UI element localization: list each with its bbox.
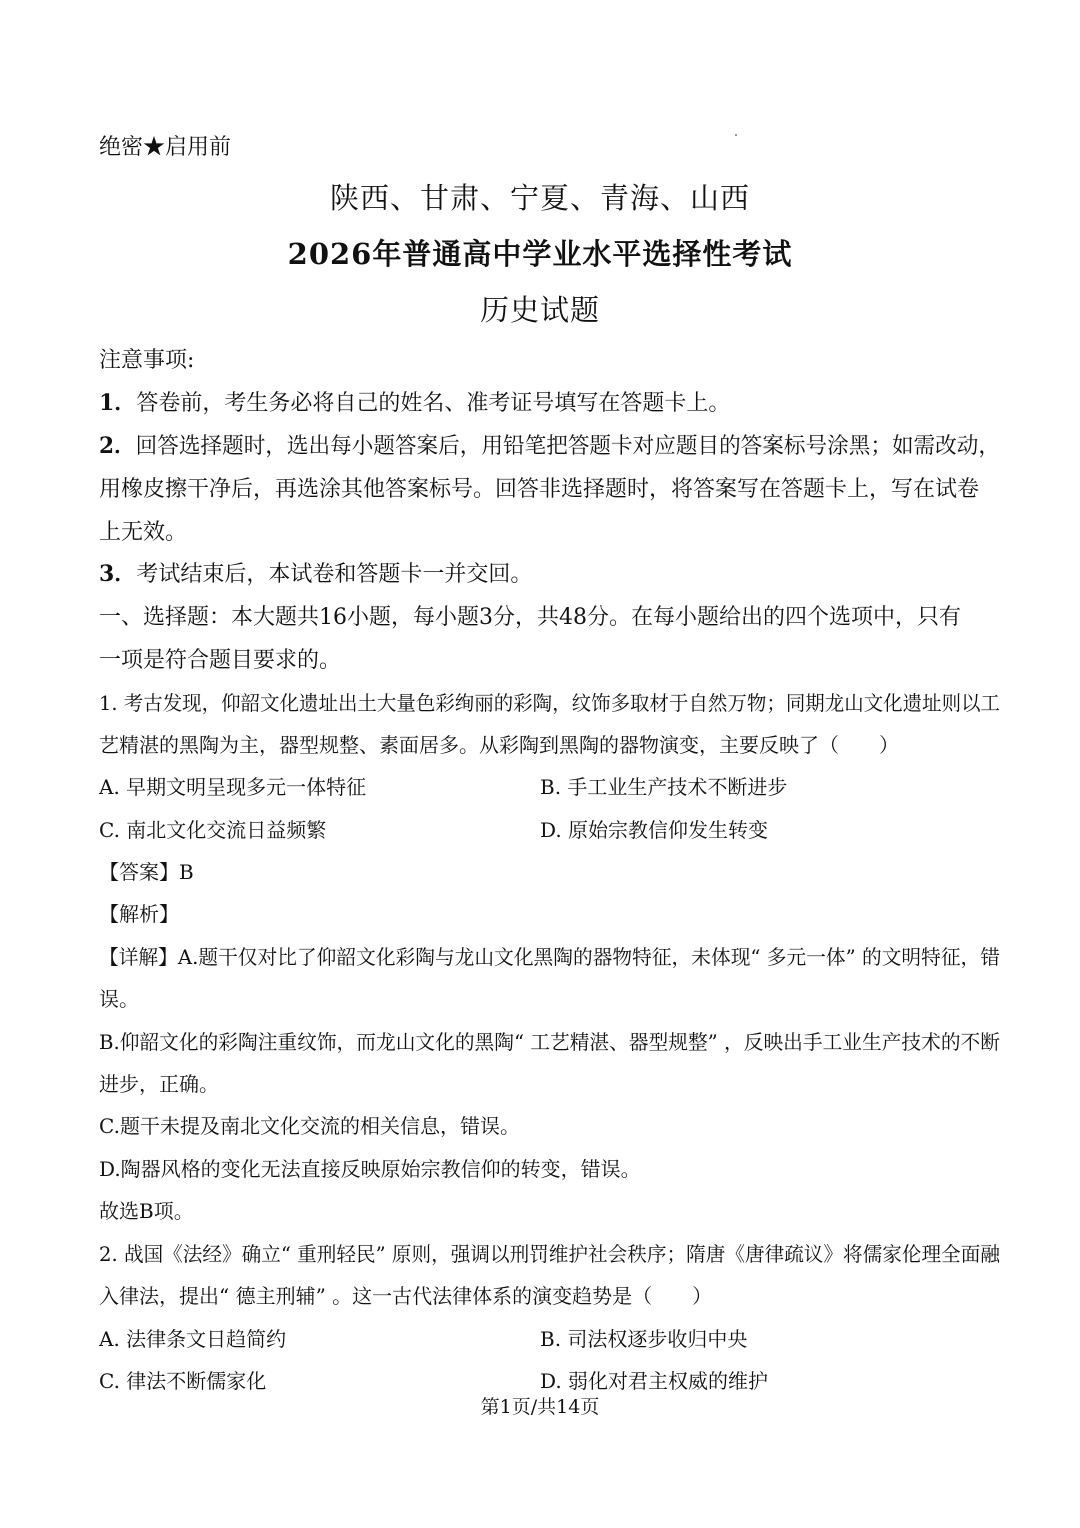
q1-detail-a-line1: 【详解】A.题干仅对比了仰韶文化彩陶与龙山文化黑陶的器物特征，未体现“ 多元一体” 的文明特征，错 [99,945,1000,969]
q1-detail-a-line2: 误。 [99,987,139,1011]
q1-conclusion: 故选B项。 [99,1199,194,1223]
notice-item-2-text-b: 用橡皮擦干净后，再选涂其他答案标号。回答非选择题时，将答案写在答题卡上，写在试卷 [99,477,980,502]
exam-title-name: 2026年普通高中学业水平选择性考试 [287,237,793,271]
notice-heading: 注意事项: [99,348,195,373]
q2-option-a: A. 法律条文日趋简约 [99,1327,287,1351]
q1-analysis-heading: 【解析】 [99,902,179,926]
notice-item-3 [99,557,532,588]
q2-option-d: D. 弱化对君主权威的维护 [540,1369,769,1393]
q2-stem-a: 2. 战国《法经》确立“ 重刑轻民” 原则，强调以刑罚维护社会秩序；隋唐《唐律疏议》将儒家伦理全面融 [99,1242,1000,1266]
notice-item-2-text-c: 上无效。 [99,520,188,545]
notice-item-3-number: 3． [99,561,137,587]
notice-item-1-text: 答卷前，考生务必将自己的姓名、准考证号填写在答题卡上。 [136,391,731,416]
q1-option-c: C. 南北文化交流日益频繁 [99,818,327,842]
section-heading-a: 一、选择题：本大题共16小题，每小题3分，共48分。在每小题给出的四个选项中，只有 [99,605,961,630]
notice-item-3-text: 考试结束后，本试卷和答题卡一并交回。 [136,562,533,587]
exam-title-regions: 陕西、甘肃、宁夏、青海、山西 [329,181,750,215]
notice-item-2-text-a: 回答选择题时，选出每小题答案后，用铅笔把答题卡对应题目的答案标号涂黑；如需改动， [135,434,1000,459]
confidential-label: 绝密★启用前 [99,135,232,160]
exam-title-subject: 历史试题 [479,293,600,327]
scan-speck [735,134,737,136]
notice-item-1 [99,386,730,417]
q1-stem-a: 1. 考古发现，仰韶文化遗址出土大量色彩绚丽的彩陶，纹饰多取材于自然万物；同期龙山文化遗址则以工 [99,691,1001,715]
q2-option-c: C. 律法不断儒家化 [99,1369,267,1393]
section-heading-b: 一项是符合题目要求的。 [99,648,342,673]
q1-option-b: B. 手工业生产技术不断进步 [540,775,788,799]
q1-answer: 【答案】B [99,860,194,884]
q2-option-b: B. 司法权逐步收归中央 [540,1327,748,1351]
notice-item-2 [99,429,1000,460]
q1-detail-b-line1: B.仰韶文化的彩陶注重纹饰，而龙山文化的黑陶“ 工艺精湛、器型规整” ，反映出手工业生产技术的不断 [99,1030,1000,1054]
q1-option-d: D. 原始宗教信仰发生转变 [540,818,769,842]
q1-stem-b: 艺精湛的黑陶为主，器型规整、素面居多。从彩陶到黑陶的器物演变，主要反映了（ ） [99,733,899,757]
q1-option-a: A. 早期文明呈现多元一体特征 [99,775,367,799]
q1-detail-b-line2: 进步，正确。 [99,1072,219,1096]
notice-item-2-number: 2． [99,433,136,459]
page-number: 第1页/共14页 [480,1396,600,1418]
q2-stem-b: 入律法，提出“ 德主刑辅” 。这一古代法律体系的演变趋势是（ ） [99,1284,713,1308]
q1-detail-d: D.陶器风格的变化无法直接反映原始宗教信仰的转变，错误。 [99,1157,641,1181]
q1-detail-c: C.题干未提及南北文化交流的相关信息，错误。 [99,1114,520,1138]
notice-item-1-number: 1． [99,390,137,416]
